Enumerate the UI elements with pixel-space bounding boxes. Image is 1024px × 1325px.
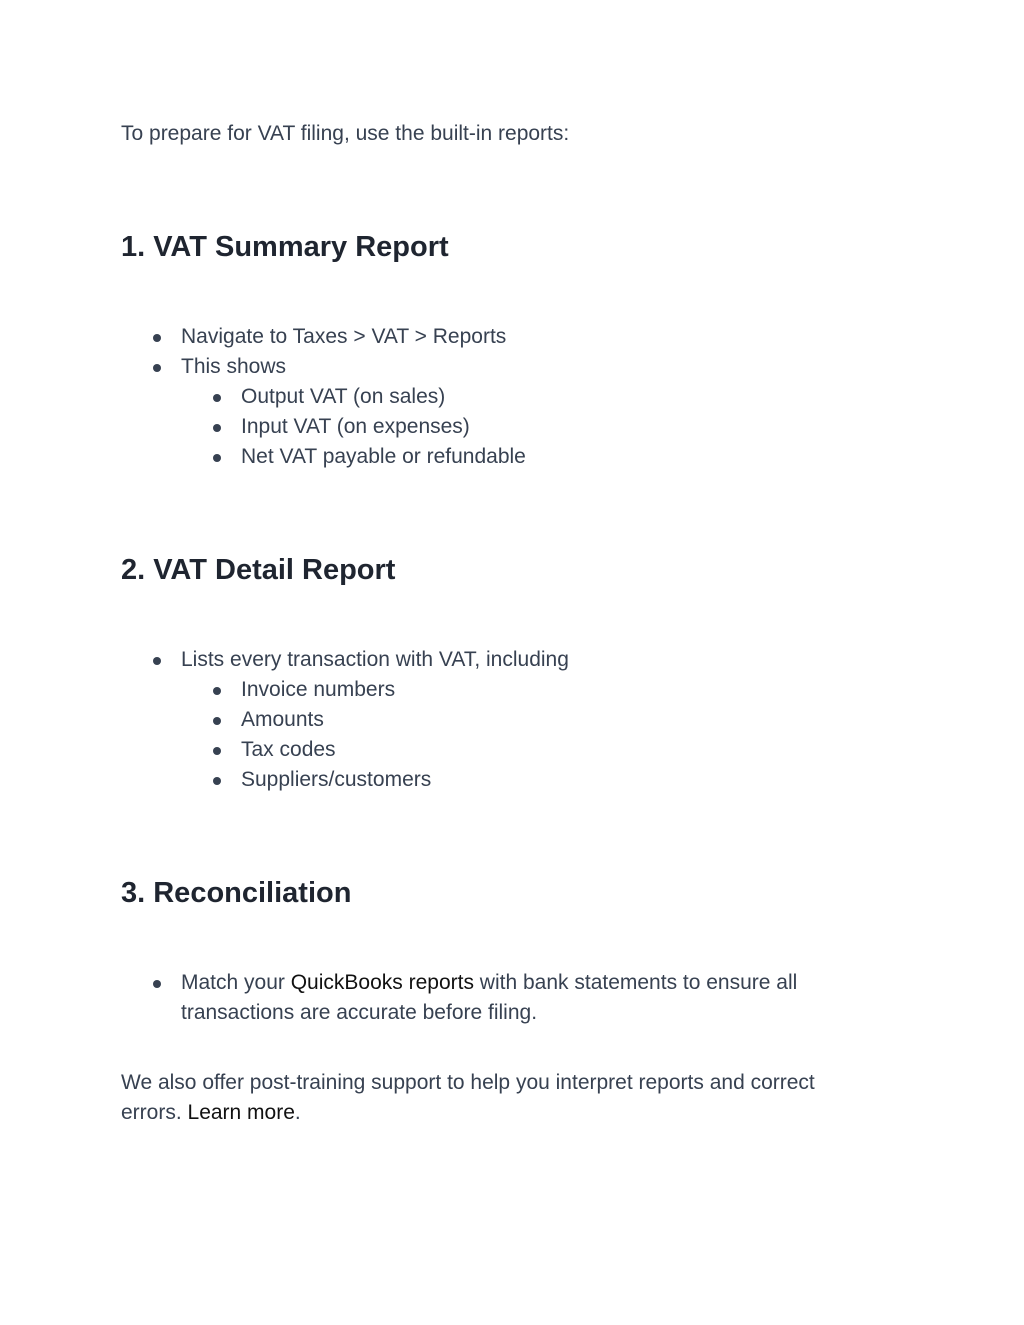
- closing-paragraph: [121, 1068, 881, 1128]
- section-heading-reconciliation: 3. Reconciliation: [121, 877, 352, 909]
- list-item: This shows: [121, 352, 841, 382]
- closing-text: We also offer post-training support to help you interpret reports and correct errors.: [121, 1071, 815, 1124]
- list-item: Navigate to Taxes > VAT > Reports: [121, 322, 841, 352]
- list-item: Suppliers/customers: [121, 765, 841, 795]
- vat-detail-list: [121, 645, 841, 795]
- reconciliation-list: [121, 968, 841, 1028]
- list-item: Lists every transaction with VAT, including: [121, 645, 841, 675]
- reconciliation-text-end: with bank statements to ensure all transactions are accurate before filing.: [181, 971, 798, 1024]
- section-heading-vat-detail: 2. VAT Detail Report: [121, 554, 396, 586]
- vat-summary-list: [121, 322, 841, 472]
- intro-paragraph: To prepare for VAT filing, use the built-in reports:: [121, 122, 570, 145]
- list-item: Net VAT payable or refundable: [121, 442, 841, 472]
- learn-more-link[interactable]: Learn more: [187, 1101, 295, 1124]
- list-item: Input VAT (on expenses): [121, 412, 841, 442]
- list-item: Tax codes: [121, 735, 841, 765]
- list-item: Amounts: [121, 705, 841, 735]
- list-item: Invoice numbers: [121, 675, 841, 705]
- quickbooks-reports-link[interactable]: QuickBooks reports: [290, 971, 474, 994]
- list-item: Output VAT (on sales): [121, 382, 841, 412]
- list-item: [121, 968, 841, 1028]
- reconciliation-text-start: Match your: [181, 971, 291, 994]
- closing-period: .: [294, 1101, 301, 1124]
- section-heading-vat-summary: 1. VAT Summary Report: [121, 231, 449, 263]
